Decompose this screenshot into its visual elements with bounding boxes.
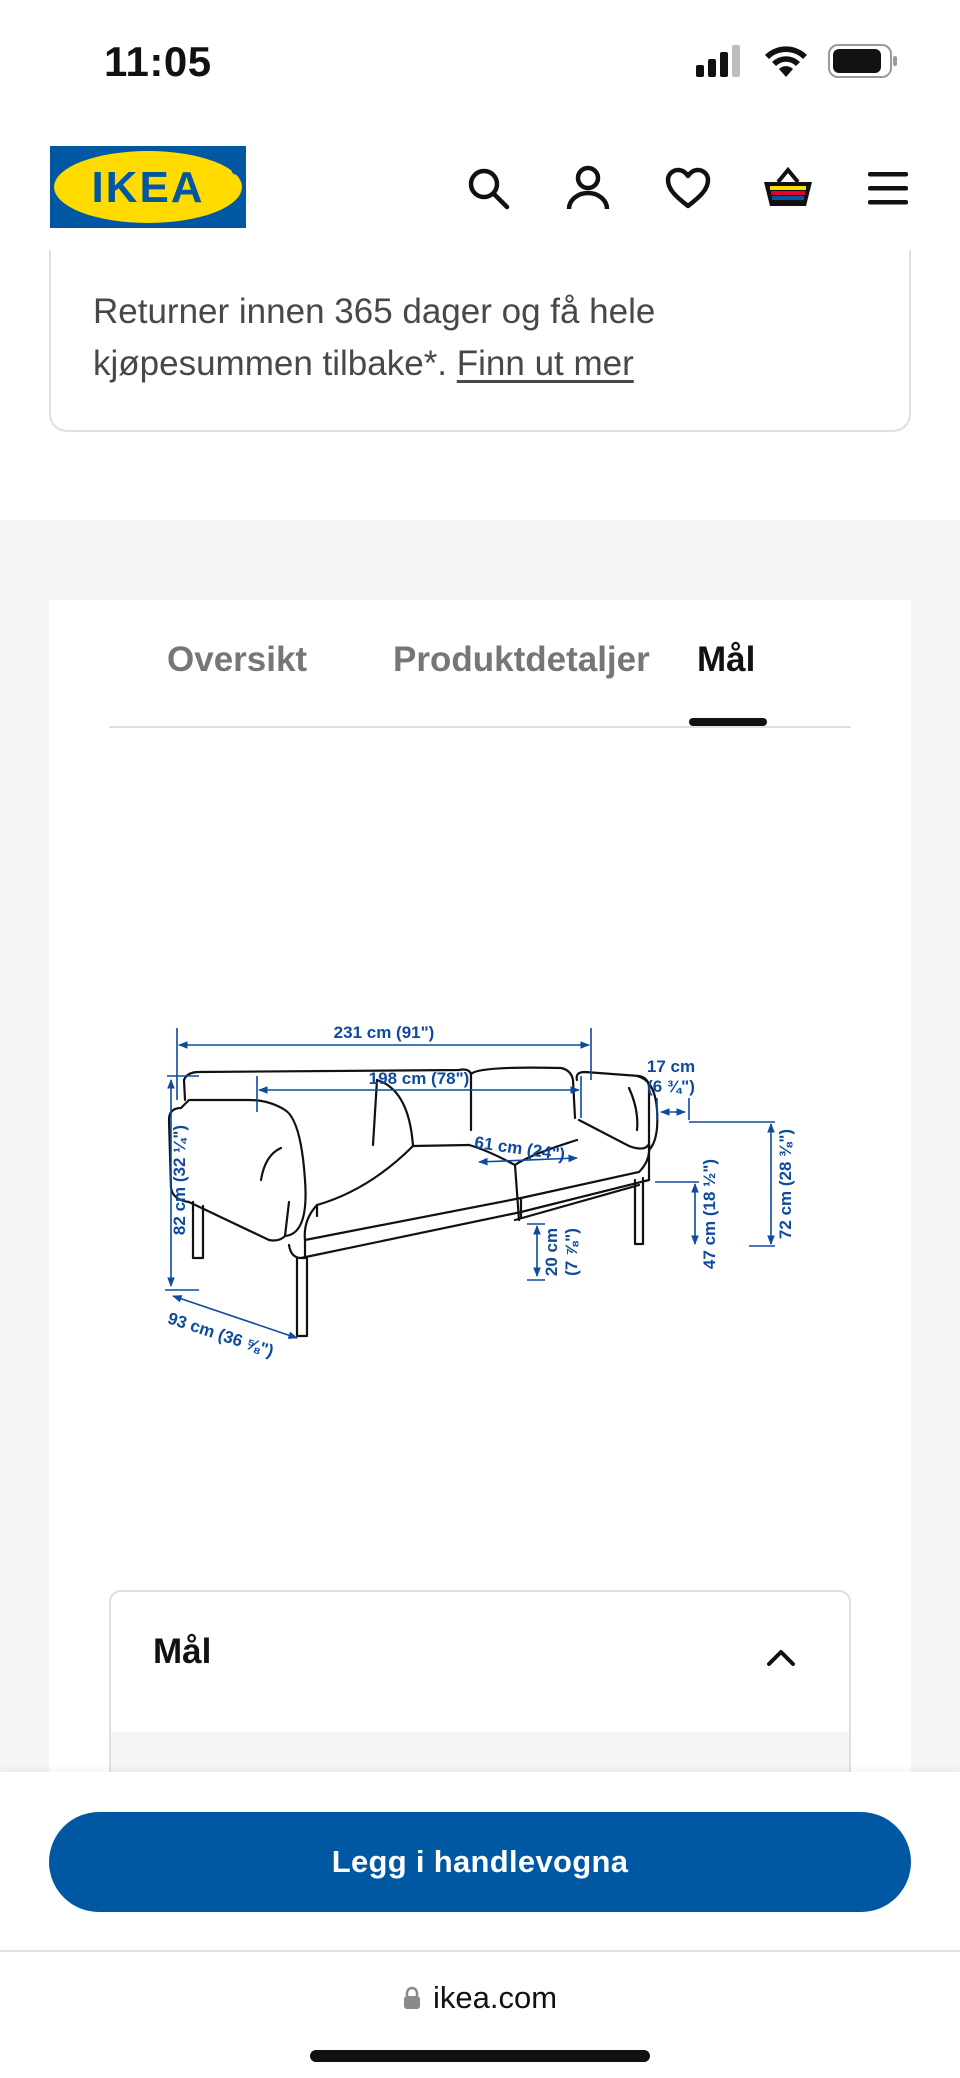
dimension-labels bbox=[165, 1023, 795, 1361]
return-policy-text bbox=[93, 286, 873, 390]
url-text: ikea.com bbox=[432, 1980, 558, 2015]
find-out-more-link[interactable]: Finn ut mer bbox=[456, 344, 634, 383]
product-info-panel bbox=[49, 600, 911, 1772]
return-policy-card bbox=[49, 250, 911, 432]
header-icon-group bbox=[462, 162, 914, 214]
tab-product-details[interactable]: Produktdetaljer bbox=[393, 640, 650, 679]
accordion-title: Mål bbox=[153, 1632, 212, 1671]
basket-icon bbox=[762, 166, 814, 210]
logo-text: IKEA bbox=[91, 163, 205, 212]
url-display[interactable] bbox=[0, 1980, 960, 2016]
site-header bbox=[0, 120, 960, 250]
dim-free-height-cm: 20 cm bbox=[542, 1227, 561, 1277]
active-tab-indicator bbox=[689, 718, 767, 726]
account-button[interactable] bbox=[562, 162, 614, 214]
menu-button[interactable] bbox=[862, 162, 914, 214]
ikea-logo[interactable] bbox=[50, 146, 246, 228]
tab-dimensions[interactable]: Mål bbox=[697, 640, 756, 679]
accordion-content bbox=[111, 1732, 851, 1772]
product-info-section bbox=[0, 520, 960, 1772]
dim-arm-width-inch: (6 ¾") bbox=[647, 1077, 695, 1096]
product-tabs bbox=[109, 600, 851, 728]
cellular-signal-icon bbox=[696, 45, 744, 77]
add-to-cart-button[interactable]: Legg i handlevogna bbox=[49, 1812, 911, 1912]
dim-depth: 93 cm (36 ⅝") bbox=[165, 1308, 277, 1361]
account-icon bbox=[566, 165, 610, 211]
menu-icon bbox=[866, 170, 910, 206]
lock-icon bbox=[403, 1986, 421, 2010]
cart-button-header[interactable] bbox=[762, 162, 814, 214]
tab-overview[interactable]: Oversikt bbox=[167, 640, 308, 679]
dim-total-height: 82 cm (32 ¼") bbox=[170, 1124, 189, 1236]
dim-seat-width: 198 cm (78") bbox=[368, 1069, 470, 1088]
wifi-icon bbox=[764, 44, 808, 78]
dim-arm-width-cm: 17 cm bbox=[646, 1057, 696, 1076]
dim-total-width: 231 cm (91") bbox=[333, 1023, 435, 1042]
dim-seat-depth: 61 cm (24") bbox=[473, 1132, 567, 1165]
wishlist-button[interactable] bbox=[662, 162, 714, 214]
status-bar bbox=[0, 0, 960, 120]
status-icons bbox=[696, 44, 898, 78]
dimensions-accordion[interactable] bbox=[109, 1590, 851, 1772]
dim-seat-height: 47 cm (18 ½") bbox=[700, 1158, 719, 1270]
browser-url-bar[interactable] bbox=[0, 1950, 960, 2078]
sticky-cart-bar bbox=[0, 1772, 960, 1950]
home-indicator[interactable] bbox=[310, 2050, 650, 2062]
search-button[interactable] bbox=[462, 162, 514, 214]
search-icon bbox=[466, 166, 510, 210]
return-policy-message: Returner innen 365 dager og få hele kjøpesummen tilbake*. bbox=[93, 292, 656, 383]
sofa-dimensions-image bbox=[109, 940, 851, 1440]
heart-icon bbox=[665, 167, 711, 209]
sofa-drawing bbox=[169, 1068, 657, 1336]
battery-icon bbox=[828, 44, 898, 78]
dim-arm-height: 72 cm (28 ⅜") bbox=[776, 1128, 795, 1240]
chevron-up-icon bbox=[763, 1640, 799, 1676]
status-time: 11:05 bbox=[104, 38, 212, 85]
dim-free-height-inch: (7 ⅞") bbox=[562, 1228, 581, 1276]
